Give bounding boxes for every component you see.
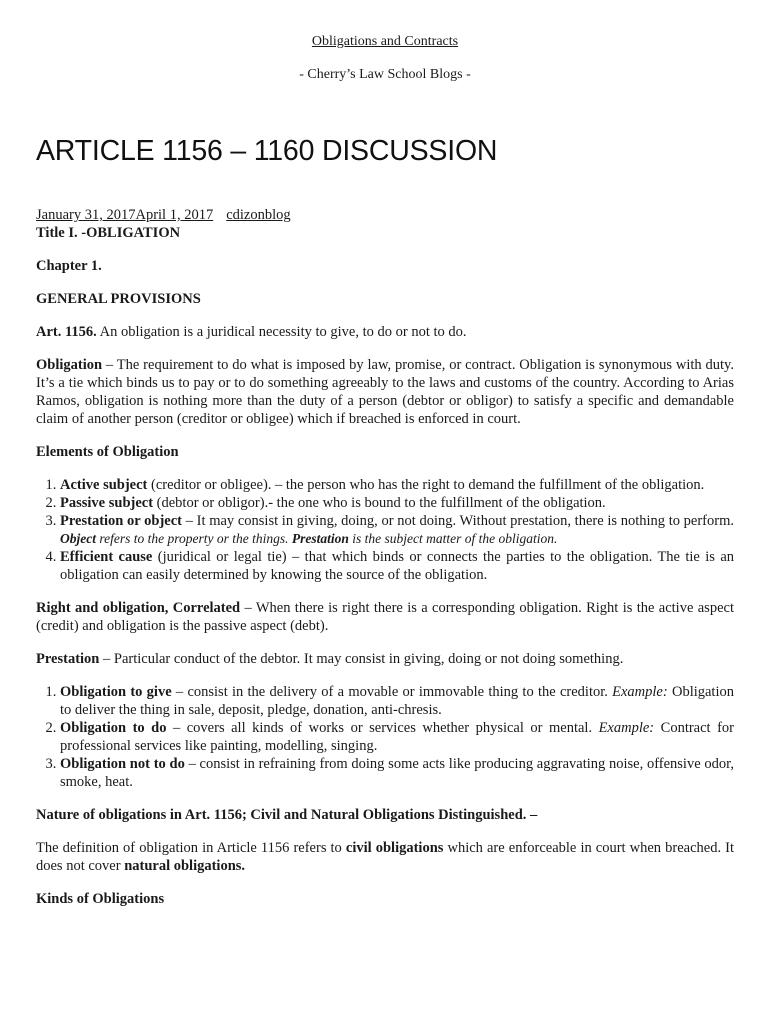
list-item: 3. Prestation or object – It may consist in giving, doing, or not doing. Without prestation, there is nothing to perform. Object refers to the property or the things. Prestation is the subject matter of the obligation. <box>60 512 734 548</box>
elements-heading: Elements of Obligation <box>36 444 179 460</box>
kinds-heading: Kinds of Obligations <box>36 891 165 907</box>
article-title: ARTICLE 1156 – 1160 DISCUSSION <box>36 135 498 167</box>
list-item: 4. Efficient cause (juridical or legal tie) – that which binds or connects the parties to the obligation. The tie is an obligation can easily determined by knowing the source of the obligation. <box>60 548 734 584</box>
date-updated: April 1, 2017 <box>135 207 214 223</box>
post-meta <box>36 206 734 224</box>
author-link[interactable]: cdizonblog <box>226 207 291 223</box>
post-date-link[interactable] <box>36 207 213 223</box>
nature-heading: Nature of obligations in Art. 1156; Civil and Natural Obligations Distinguished. – <box>36 807 538 823</box>
definition-paragraph: The definition of obligation in Article 1156 refers to civil obligations which are enforceable in court when breached. It does not cover natural obligations. <box>36 840 734 874</box>
obligation-definition: Obligation – The requirement to do what is imposed by law, promise, or contract. Obligation is synonymous with duty. It’s a tie which binds us to pay or to do something agreeably to the laws and customs of the country. According to Arias Ramos, obligation is nothing more than the duty of a person (debtor or obligor) to satisfy a specific and demandable claim of another person (creditor or obligee) which if breached is enforced in court. <box>36 357 734 427</box>
document-page <box>36 0 734 908</box>
list-item: 2. Passive subject (debtor or obligor).- the one who is bound to the fulfillment of the obligation. <box>60 494 734 512</box>
list-item: 1. Active subject (creditor or obligee). – the person who has the right to demand the fulfillment of the obligation. <box>60 476 734 494</box>
art-1156-paragraph: Art. 1156. An obligation is a juridical necessity to give, to do or not to do. <box>36 324 467 340</box>
prestation-kinds-list <box>36 683 734 791</box>
elements-list <box>36 476 734 584</box>
list-item: 2. Obligation to do – covers all kinds of works or services whether physical or mental. Example: Contract for professional services like painting, modelling, singing. <box>60 719 734 755</box>
prestation-paragraph: Prestation – Particular conduct of the debtor. It may consist in giving, doing or not doing something. <box>36 651 624 667</box>
section-heading: GENERAL PROVISIONS <box>36 291 201 307</box>
title-line: Title I. -OBLIGATION <box>36 225 181 241</box>
list-item: 3. Obligation not to do – consist in refraining from doing some acts like producing aggravating noise, offensive odor, smoke, heat. <box>60 755 734 791</box>
chapter-heading: Chapter 1. <box>36 258 102 274</box>
date-published: January 31, 2017 <box>36 207 136 223</box>
site-title[interactable]: Obligations and Contracts <box>311 34 459 49</box>
list-item: 1. Obligation to give – consist in the delivery of a movable or immovable thing to the creditor. Example: Obligation to deliver the thing in sale, deposit, pledge, donation, anti-chresis. <box>60 683 734 719</box>
correlated-paragraph: Right and obligation, Correlated – When there is right there is a corresponding obligation. Right is the active aspect (credit) and obligation is the passive aspect (debt). <box>36 600 734 634</box>
site-subtitle: - Cherry’s Law School Blogs - <box>299 67 471 82</box>
